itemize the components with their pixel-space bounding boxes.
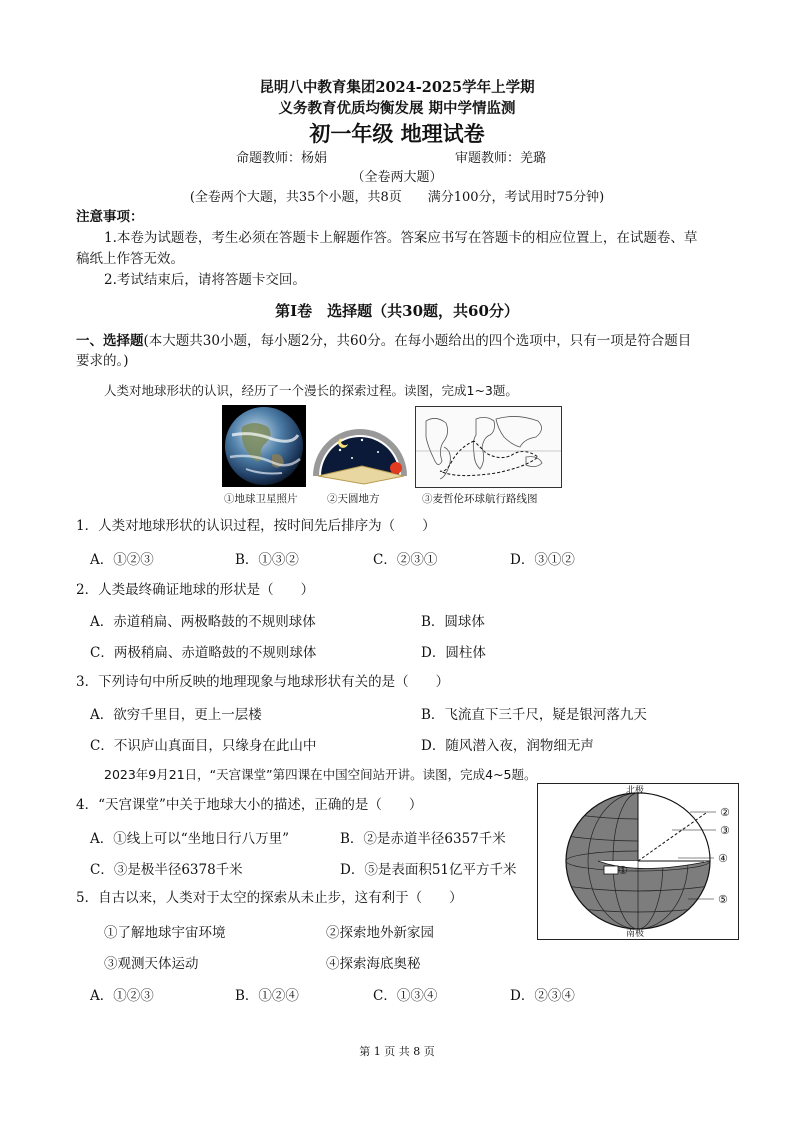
globe-figure bbox=[537, 783, 739, 940]
north-pole-label: 北极 bbox=[626, 786, 645, 796]
q3-option-c[interactable]: C．不识庐山真面目，只缘身在此山中 bbox=[90, 738, 317, 754]
globe-label-3: ③ bbox=[720, 824, 730, 837]
note-1b: 稿纸上作答无效。 bbox=[76, 251, 184, 267]
section-head bbox=[76, 331, 691, 351]
q5-stem: 5．自古以来，人类对于太空的探索从未止步，这有利于（ ） bbox=[76, 890, 463, 906]
q2-option-a[interactable]: A．赤道稍扁、两极略鼓的不规则球体 bbox=[90, 614, 316, 630]
note-1a: 1.本卷为试题卷，考生必须在答题卡上解题作答。答案应书写在答题卡的相应位置上，在试题卷、草 bbox=[104, 230, 698, 246]
q5-option-c[interactable]: C．①③④ bbox=[373, 988, 438, 1004]
globe-label-5: ⑤ bbox=[718, 893, 728, 906]
q4-option-a[interactable]: A．①线上可以“坐地日行八万里” bbox=[90, 831, 290, 847]
section-head-rest: (本大题共30小题，每小题2分，共60分。在每小题给出的四个选项中，只有一项是符合题目 bbox=[143, 333, 692, 349]
section-head-b: 要求的。) bbox=[76, 353, 129, 369]
sky-dome-figure bbox=[312, 416, 408, 486]
q5-item-1: ①了解地球宇宙环境 bbox=[104, 925, 226, 941]
reviewer-teacher: 审题教师：羌璐 bbox=[455, 151, 547, 166]
q2-option-b[interactable]: B．圆球体 bbox=[421, 614, 485, 630]
q5-item-2: ②探索地外新家园 bbox=[326, 925, 434, 941]
q3-option-b[interactable]: B．飞流直下三千尺，疑是银河落九天 bbox=[421, 707, 647, 723]
q3-option-a[interactable]: A．欲穷千里目，更上一层楼 bbox=[90, 707, 262, 723]
q3-option-d[interactable]: D．随风潜入夜，润物细无声 bbox=[421, 738, 594, 754]
exam-title: 初一年级 地理试卷 bbox=[309, 121, 485, 146]
q5-option-b[interactable]: B．①②④ bbox=[235, 988, 299, 1004]
teachers-line bbox=[236, 147, 566, 166]
q2-option-c[interactable]: C．两极稍扁、赤道略鼓的不规则球体 bbox=[90, 645, 317, 661]
globe-label-4: ④ bbox=[718, 852, 728, 865]
group1-intro: 人类对地球形状的认识，经历了一个漫长的探索过程。读图，完成1~3题。 bbox=[104, 383, 518, 398]
q4-option-b[interactable]: B．②是赤道半径6357千米 bbox=[340, 831, 506, 847]
notes-title: 注意事项： bbox=[76, 209, 144, 225]
magellan-route-map bbox=[415, 406, 562, 488]
q2-option-d[interactable]: D．圆柱体 bbox=[421, 645, 486, 661]
page-number: 第 1 页 共 8 页 bbox=[359, 1045, 435, 1058]
section-title: 第Ⅰ卷 选择题（共30题，共60分） bbox=[275, 302, 519, 320]
caption-2: ②天圆地方 bbox=[327, 493, 380, 505]
q1-option-a[interactable]: A．①②③ bbox=[90, 552, 154, 568]
paper-info: (全卷两个大题，共35个小题，共8页 满分100分，考试用时75分钟) bbox=[189, 190, 605, 205]
globe-label-2: ② bbox=[720, 806, 730, 819]
q1-option-b[interactable]: B．①③② bbox=[235, 552, 299, 568]
earth-photo bbox=[222, 405, 306, 487]
q1-stem: 1．人类对地球形状的认识过程，按时间先后排序为（ ） bbox=[76, 518, 436, 534]
q1-option-d[interactable]: D．③①② bbox=[510, 552, 575, 568]
q5-option-d[interactable]: D．②③④ bbox=[510, 988, 575, 1004]
paper-structure: （全卷两大题） bbox=[351, 170, 443, 185]
q4-option-d[interactable]: D．⑤是表面积51亿平方千米 bbox=[340, 862, 517, 878]
globe-label-1: ① bbox=[618, 864, 628, 877]
q1-option-c[interactable]: C．②③① bbox=[373, 552, 438, 568]
q3-stem: 3．下列诗句中所反映的地理现象与地球形状有关的是（ ） bbox=[76, 674, 450, 690]
south-pole-label: 南极 bbox=[626, 929, 645, 939]
exam-subtitle: 义务教育优质均衡发展 期中学情监测 bbox=[278, 100, 516, 117]
caption-3: ③麦哲伦环球航行路线图 bbox=[422, 493, 538, 505]
q4-stem: 4．“天宫课堂”中关于地球大小的描述，正确的是（ ） bbox=[76, 797, 423, 813]
school-title: 昆明八中教育集团2024-2025学年上学期 bbox=[259, 79, 535, 96]
q2-stem: 2．人类最终确证地球的形状是（ ） bbox=[76, 582, 315, 598]
q5-item-4: ④探索海底奥秘 bbox=[326, 956, 421, 972]
q5-item-3: ③观测天体运动 bbox=[104, 956, 199, 972]
q5-option-a[interactable]: A．①②③ bbox=[90, 988, 154, 1004]
section-head-bold: 一、选择题 bbox=[76, 333, 144, 349]
group2-intro: 2023年9月21日，“天宫课堂”第四课在中国空间站开讲。读图，完成4~5题。 bbox=[104, 767, 537, 782]
note-2: 2.考试结束后，请将答题卡交回。 bbox=[104, 272, 306, 288]
caption-1: ①地球卫星照片 bbox=[224, 493, 298, 505]
setter-teacher: 命题教师：杨娟 bbox=[236, 151, 328, 166]
q4-option-c[interactable]: C．③是极半径6378千米 bbox=[90, 862, 243, 878]
